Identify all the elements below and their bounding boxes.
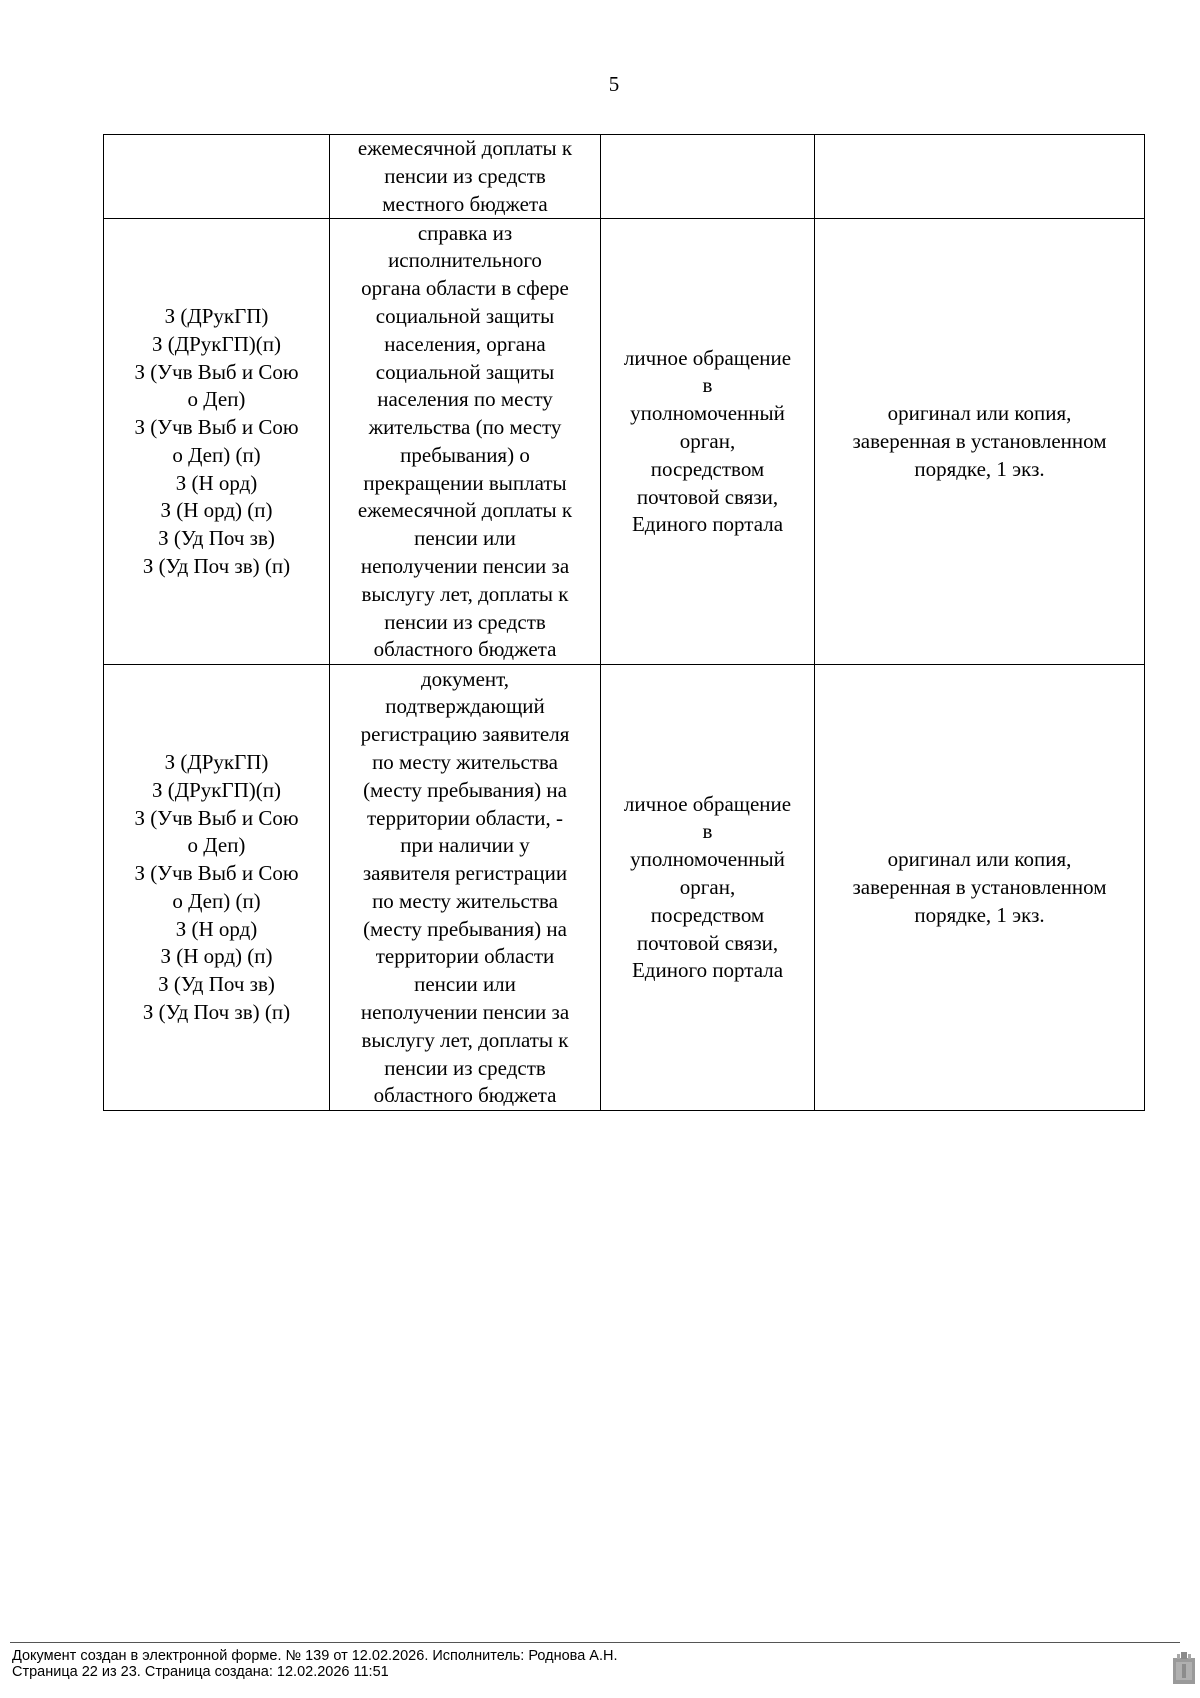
table-cell-document: справка из исполнительного органа области в сфере социальной защиты населения, органа социальной защиты населения по месту жительства (по месту пребывания) о прекращении выплаты ежемесячной доплаты к пенсии или неполучении пенсии за выслугу лет, доплаты к пенсии из средств областного бюджета	[330, 219, 601, 665]
table-row	[104, 665, 1145, 1111]
table-cell-document-form	[815, 135, 1145, 219]
documents-table	[103, 134, 1145, 1111]
table-cell-submission-method: личное обращение в уполномоченный орган, посредством почтовой связи, Единого портала	[601, 219, 815, 665]
table-cell-document: документ, подтверждающий регистрацию заявителя по месту жительства (месту пребывания) на территории области, - при наличии у заявителя регистрации по месту жительства (месту пребывания) на территории области пенсии или неполучении пенсии за выслугу лет, доплаты к пенсии из средств областного бюджета	[330, 665, 601, 1111]
table-cell-applicant: З (ДРукГП) З (ДРукГП)(п) З (Учв Выб и Сою о Деп) З (Учв Выб и Сою о Деп) (п) З (Н орд) З (Н орд) (п) З (Уд Поч зв) З (Уд Поч зв) (п)	[104, 219, 330, 665]
page-number: 5	[608, 72, 620, 96]
table-cell-submission-method: личное обращение в уполномоченный орган, посредством почтовой связи, Единого портала	[601, 665, 815, 1111]
table-row	[104, 219, 1145, 665]
footer-line-1: Документ создан в электронной форме. № 139 от 12.02.2026. Исполнитель: Роднова А.Н.	[12, 1648, 618, 1664]
table-cell-submission-method	[601, 135, 815, 219]
table-cell-document-form: оригинал или копия, заверенная в установленном порядке, 1 экз.	[815, 665, 1145, 1111]
table-cell-applicant: З (ДРукГП) З (ДРукГП)(п) З (Учв Выб и Сою о Деп) З (Учв Выб и Сою о Деп) (п) З (Н орд) З (Н орд) (п) З (Уд Поч зв) З (Уд Поч зв) (п)	[104, 665, 330, 1111]
footer-line-2: Страница 22 из 23. Страница создана: 12.02.2026 11:51	[12, 1664, 389, 1680]
table-row	[104, 135, 1145, 219]
table-cell-document: ежемесячной доплаты к пенсии из средств местного бюджета	[330, 135, 601, 219]
document-footer	[12, 1648, 618, 1680]
table-cell-document-form: оригинал или копия, заверенная в установленном порядке, 1 экз.	[815, 219, 1145, 665]
table-cell-applicant	[104, 135, 330, 219]
coat-of-arms-icon	[1172, 1650, 1196, 1686]
footer-divider	[10, 1642, 1180, 1643]
